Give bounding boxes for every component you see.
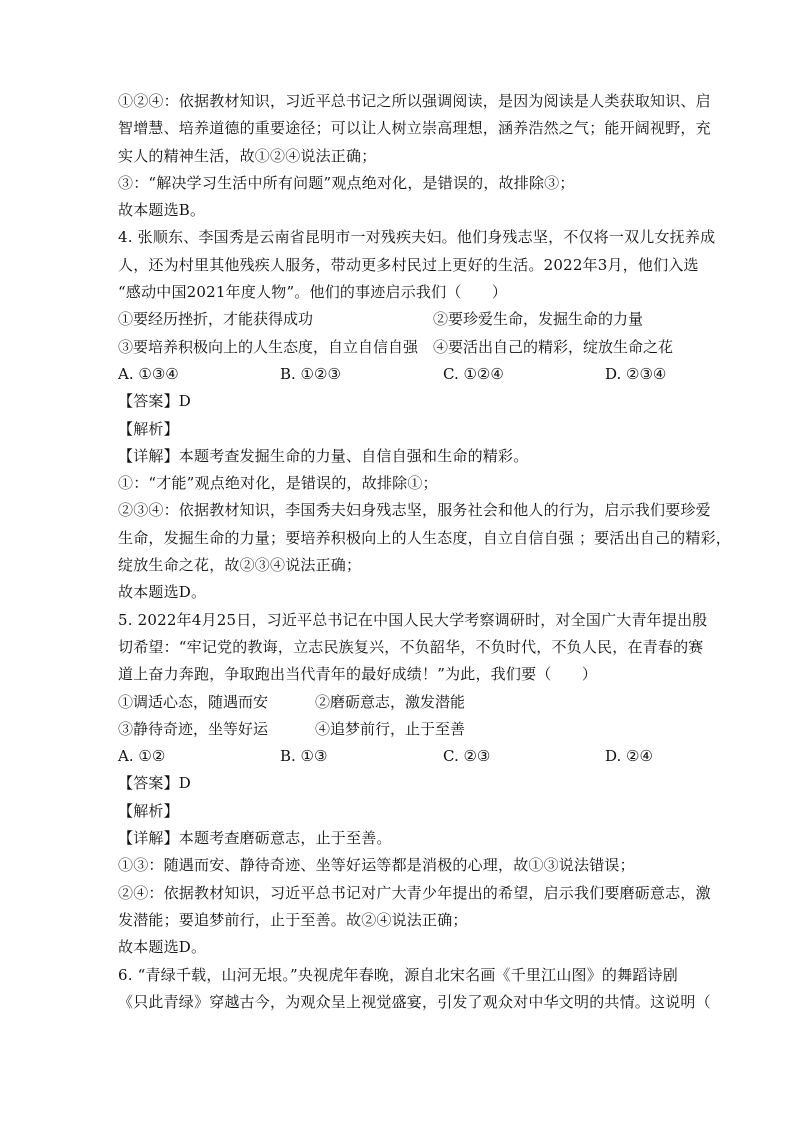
analysis-text: 绽放生命之花，故②③④说法正确； [118, 556, 362, 575]
question-4-choices [118, 361, 678, 388]
question-4-stem: “感动中国2021年度人物”。他们的事迹启示我们（ ） [118, 283, 508, 302]
question-4-statements-row [118, 306, 678, 333]
question-6-stem: 6. “青绿千载，山河无垠。”央视虎年春晚，源自北宋名画《千里江山图》的舞蹈诗剧 [118, 965, 678, 984]
choice-a: A. ①③④ [118, 364, 179, 383]
question-4-stem: 人，还为村里其他残疾人服务，带动更多村民过上更好的生活。2022年3月，他们入选 [118, 255, 699, 274]
statement-3: ③静待奇迹，坐等好运 [118, 719, 269, 738]
choice-c: C. ②③ [443, 747, 491, 766]
analysis-label: 【解析】 [118, 801, 179, 820]
analysis-text: 【详解】本题考查发掘生命的力量、自信自强和生命的精彩。 [118, 446, 529, 465]
text-line: ③：“解决学习生活中所有问题”观点绝对化，是错误的，故排除③； [118, 173, 575, 192]
question-5-choices [118, 743, 678, 770]
text-line: 故本题选B。 [118, 201, 206, 220]
choice-c: C. ①②④ [443, 364, 504, 383]
analysis-text: 故本题选D。 [118, 938, 207, 957]
statement-1: ①要经历挫折，才能获得成功 [118, 310, 314, 329]
answer-label: 【答案】D [118, 392, 192, 411]
analysis-label: 【解析】 [118, 419, 179, 438]
statement-2: ②磨砺意志，激发潜能 [315, 692, 466, 711]
text-line: 实人的精神生活，故①②④说法正确； [118, 146, 377, 165]
answer-label: 【答案】D [118, 774, 192, 793]
question-5-stem: 切希望：“牢记党的教诲，立志民族复兴，不负韶华，不负时代，不负人民，在青春的赛 [118, 637, 704, 656]
analysis-text: 【详解】本题考查磨砺意志，止于至善。 [118, 829, 392, 848]
statement-1: ①调适心态，随遇而安 [118, 692, 269, 711]
analysis-text: ②③④：依据教材知识，李国秀夫妇身残志坚，服务社会和他人的行为，启示我们要珍爱 [118, 501, 711, 520]
statement-4: ④要活出自己的精彩，绽放生命之花 [433, 337, 674, 356]
analysis-text: 发潜能；要追梦前行，止于至善。故②④说法正确； [118, 910, 468, 929]
question-5-stem: 道上奋力奔跑，争取跑出当代青年的最好成绩！”为此，我们要（ ） [118, 665, 598, 684]
analysis-text: 故本题选D。 [118, 583, 207, 602]
document-page [118, 88, 731, 1016]
question-6-stem: 《只此青绿》穿越古今，为观众呈上视觉盛宴，引发了观众对中华文明的共情。这说明（ [118, 992, 711, 1011]
choice-d: D. ②④ [605, 747, 653, 766]
analysis-text: 生命，发掘生命的力量；要培养积极向上的人生态度，自立自信自强 ；要活出自己的精彩， [118, 528, 731, 547]
question-4-statements-row [118, 334, 678, 361]
statement-3: ③要培养积极向上的人生态度，自立自信自强 [118, 337, 419, 356]
text-line: ①②④：依据教材知识，习近平总书记之所以强调阅读，是因为阅读是人类获取知识、启 [118, 92, 711, 110]
question-5-statements-row [118, 716, 678, 743]
question-5-statements-row [118, 689, 678, 716]
statement-2: ②要珍爱生命，发掘生命的力量 [433, 310, 644, 329]
text-line: 智增慧、培养道德的重要途径；可以让人树立崇高理想，涵养浩然之气；能开阔视野，充 [118, 119, 711, 138]
analysis-text: ①：“才能”观点绝对化，是错误的，故排除①； [118, 474, 438, 493]
choice-b: B. ①②③ [280, 364, 341, 383]
choice-b: B. ①③ [280, 747, 328, 766]
choice-a: A. ①② [118, 747, 166, 766]
statement-4: ④追梦前行，止于至善 [315, 719, 466, 738]
question-4-stem: 4. 张顺东、李国秀是云南省昆明市一对残疾夫妇。他们身残志坚，不仅将一双儿女抚养成 [118, 228, 716, 247]
analysis-text: ①③：随遇而安、静待奇迹、坐等好运等都是消极的心理，故①③说法错误； [118, 856, 635, 875]
choice-d: D. ②③④ [605, 364, 667, 383]
question-5-stem: 5. 2022年4月25日，习近平总书记在中国人民大学考察调研时，对全国广大青年提出殷 [118, 610, 708, 629]
analysis-text: ②④：依据教材知识，习近平总书记对广大青少年提出的希望，启示我们要磨砺意志，激 [118, 883, 711, 902]
